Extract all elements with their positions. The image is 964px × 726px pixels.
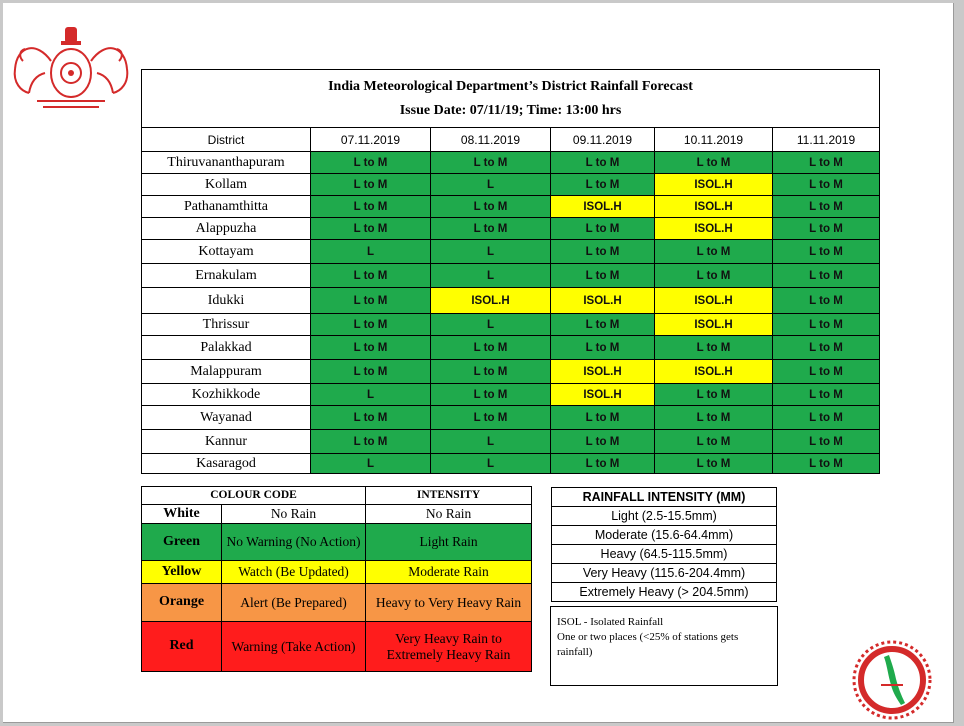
issue-date: Issue Date: 07/11/19; Time: 13:00 hrs (399, 102, 622, 118)
legend-colour-name: Green (142, 524, 222, 561)
forecast-cell: L to M (773, 174, 880, 196)
colour-code-header: COLOUR CODE (142, 487, 366, 505)
legend-action: No Rain (222, 505, 366, 524)
date-column-header: 08.11.2019 (431, 128, 551, 152)
table-row (142, 196, 880, 218)
table-row (142, 360, 880, 384)
table-row (142, 406, 880, 430)
forecast-cell: L to M (311, 314, 431, 336)
legend-intensity: Very Heavy Rain to Extremely Heavy Rain (366, 622, 532, 672)
forecast-cell: L to M (551, 336, 655, 360)
legend-action: Warning (Take Action) (222, 622, 366, 672)
district-name: Idukki (142, 288, 311, 314)
legend-intensity: Moderate Rain (366, 561, 532, 584)
legend-row (142, 561, 532, 584)
forecast-cell: L to M (773, 240, 880, 264)
table-row (142, 240, 880, 264)
district-name: Alappuzha (142, 218, 311, 240)
rainfall-intensity-header: RAINFALL INTENSITY (MM) (552, 488, 777, 507)
table-row (142, 288, 880, 314)
table-row (142, 336, 880, 360)
forecast-cell: L to M (311, 196, 431, 218)
forecast-cell: L to M (431, 152, 551, 174)
district-name: Ernakulam (142, 264, 311, 288)
forecast-cell: L to M (655, 384, 773, 406)
forecast-cell: ISOL.H (431, 288, 551, 314)
forecast-cell: L to M (773, 152, 880, 174)
district-name: Malappuram (142, 360, 311, 384)
legend-action: Alert (Be Prepared) (222, 584, 366, 622)
forecast-cell: L to M (431, 218, 551, 240)
kerala-disaster-management-logo-icon (851, 639, 933, 721)
forecast-cell: L (431, 430, 551, 454)
forecast-cell: L to M (773, 430, 880, 454)
forecast-cell: L (431, 174, 551, 196)
forecast-cell: L to M (311, 336, 431, 360)
legend-row (142, 505, 532, 524)
intensity-header: INTENSITY (366, 487, 532, 505)
date-column-header: 07.11.2019 (311, 128, 431, 152)
forecast-cell: L to M (773, 384, 880, 406)
forecast-cell: ISOL.H (551, 384, 655, 406)
table-row (142, 454, 880, 474)
forecast-cell: L to M (773, 360, 880, 384)
legend-action: Watch (Be Updated) (222, 561, 366, 584)
district-name: Kasaragod (142, 454, 311, 474)
forecast-cell: L to M (773, 218, 880, 240)
isol-description: One or two places (<25% of stations gets rainfall) (557, 630, 739, 658)
forecast-cell: ISOL.H (551, 288, 655, 314)
forecast-cell: ISOL.H (655, 174, 773, 196)
district-name: Kozhikkode (142, 384, 311, 406)
district-name: Pathanamthitta (142, 196, 311, 218)
table-row (142, 314, 880, 336)
forecast-cell: L to M (773, 314, 880, 336)
forecast-cell: L to M (551, 406, 655, 430)
forecast-cell: L (311, 454, 431, 474)
forecast-cell: L to M (773, 264, 880, 288)
table-row (142, 152, 880, 174)
forecast-cell: L to M (655, 454, 773, 474)
district-name: Kottayam (142, 240, 311, 264)
forecast-cell: ISOL.H (655, 314, 773, 336)
forecast-cell: L to M (551, 152, 655, 174)
legend-row (142, 584, 532, 622)
forecast-cell: L to M (773, 288, 880, 314)
table-row (142, 218, 880, 240)
forecast-cell: L to M (311, 218, 431, 240)
slide (3, 3, 954, 723)
isol-note (550, 606, 778, 686)
legend-colour-name: Yellow (142, 561, 222, 584)
district-name: Thiruvananthapuram (142, 152, 311, 174)
forecast-cell: L (311, 240, 431, 264)
forecast-cell: ISOL.H (655, 288, 773, 314)
forecast-cell: L to M (551, 314, 655, 336)
rainfall-intensity-item: Heavy (64.5-115.5mm) (552, 545, 777, 564)
rainfall-intensity-item: Light (2.5-15.5mm) (552, 507, 777, 526)
legend-intensity: Heavy to Very Heavy Rain (366, 584, 532, 622)
forecast-cell: L (431, 454, 551, 474)
rainfall-intensity-item: Extremely Heavy (> 204.5mm) (552, 583, 777, 602)
colour-code-legend-table (141, 486, 532, 672)
forecast-cell: L (431, 314, 551, 336)
table-row (142, 430, 880, 454)
forecast-cell: L to M (773, 336, 880, 360)
district-forecast-table (141, 69, 880, 474)
forecast-cell: L to M (551, 264, 655, 288)
forecast-cell: L to M (431, 336, 551, 360)
date-column-header: 09.11.2019 (551, 128, 655, 152)
forecast-cell: L to M (655, 240, 773, 264)
isol-definition: ISOL - Isolated Rainfall (557, 616, 664, 628)
forecast-cell: ISOL.H (655, 360, 773, 384)
forecast-cell: L to M (551, 430, 655, 454)
forecast-cell: L to M (431, 384, 551, 406)
forecast-cell: L to M (655, 336, 773, 360)
legend-intensity: No Rain (366, 505, 532, 524)
legend-colour-name: Red (142, 622, 222, 672)
forecast-cell: L to M (311, 430, 431, 454)
legend-row (142, 524, 532, 561)
table-row (142, 264, 880, 288)
forecast-cell: ISOL.H (551, 360, 655, 384)
rainfall-intensity-item: Very Heavy (115.6-204.4mm) (552, 564, 777, 583)
forecast-cell: L to M (773, 196, 880, 218)
forecast-heading (142, 70, 880, 128)
legend-row (142, 622, 532, 672)
district-name: Palakkad (142, 336, 311, 360)
date-column-header: 11.11.2019 (773, 128, 880, 152)
legend-action: No Warning (No Action) (222, 524, 366, 561)
forecast-cell: L to M (773, 406, 880, 430)
forecast-cell: L to M (311, 264, 431, 288)
forecast-cell: L to M (551, 240, 655, 264)
forecast-cell: L to M (655, 152, 773, 174)
forecast-cell: L to M (431, 196, 551, 218)
forecast-cell: L (311, 384, 431, 406)
district-name: Thrissur (142, 314, 311, 336)
table-row (142, 174, 880, 196)
forecast-cell: L to M (311, 174, 431, 196)
forecast-cell: L to M (431, 406, 551, 430)
forecast-cell: ISOL.H (655, 218, 773, 240)
district-name: Kollam (142, 174, 311, 196)
forecast-cell: L (431, 264, 551, 288)
forecast-title: India Meteorological Department’s District Rainfall Forecast (328, 78, 693, 94)
legend-colour-name: Orange (142, 584, 222, 622)
forecast-cell: L to M (311, 360, 431, 384)
district-name: Wayanad (142, 406, 311, 430)
table-row (142, 384, 880, 406)
forecast-cell: L to M (311, 152, 431, 174)
forecast-cell: L to M (551, 454, 655, 474)
rainfall-intensity-table (551, 487, 777, 602)
forecast-cell: ISOL.H (551, 196, 655, 218)
forecast-cell: L to M (551, 218, 655, 240)
forecast-cell: L to M (655, 430, 773, 454)
forecast-cell: ISOL.H (655, 196, 773, 218)
legend-intensity: Light Rain (366, 524, 532, 561)
kerala-state-emblem-icon (7, 21, 135, 115)
forecast-cell: L to M (773, 454, 880, 474)
date-column-header: 10.11.2019 (655, 128, 773, 152)
forecast-cell: L to M (551, 174, 655, 196)
forecast-cell: L to M (311, 288, 431, 314)
forecast-cell: L to M (655, 406, 773, 430)
district-column-header: District (142, 128, 311, 152)
district-name: Kannur (142, 430, 311, 454)
legend-colour-name: White (142, 505, 222, 524)
rainfall-intensity-item: Moderate (15.6-64.4mm) (552, 526, 777, 545)
forecast-cell: L (431, 240, 551, 264)
forecast-cell: L to M (655, 264, 773, 288)
forecast-cell: L to M (431, 360, 551, 384)
forecast-cell: L to M (311, 406, 431, 430)
